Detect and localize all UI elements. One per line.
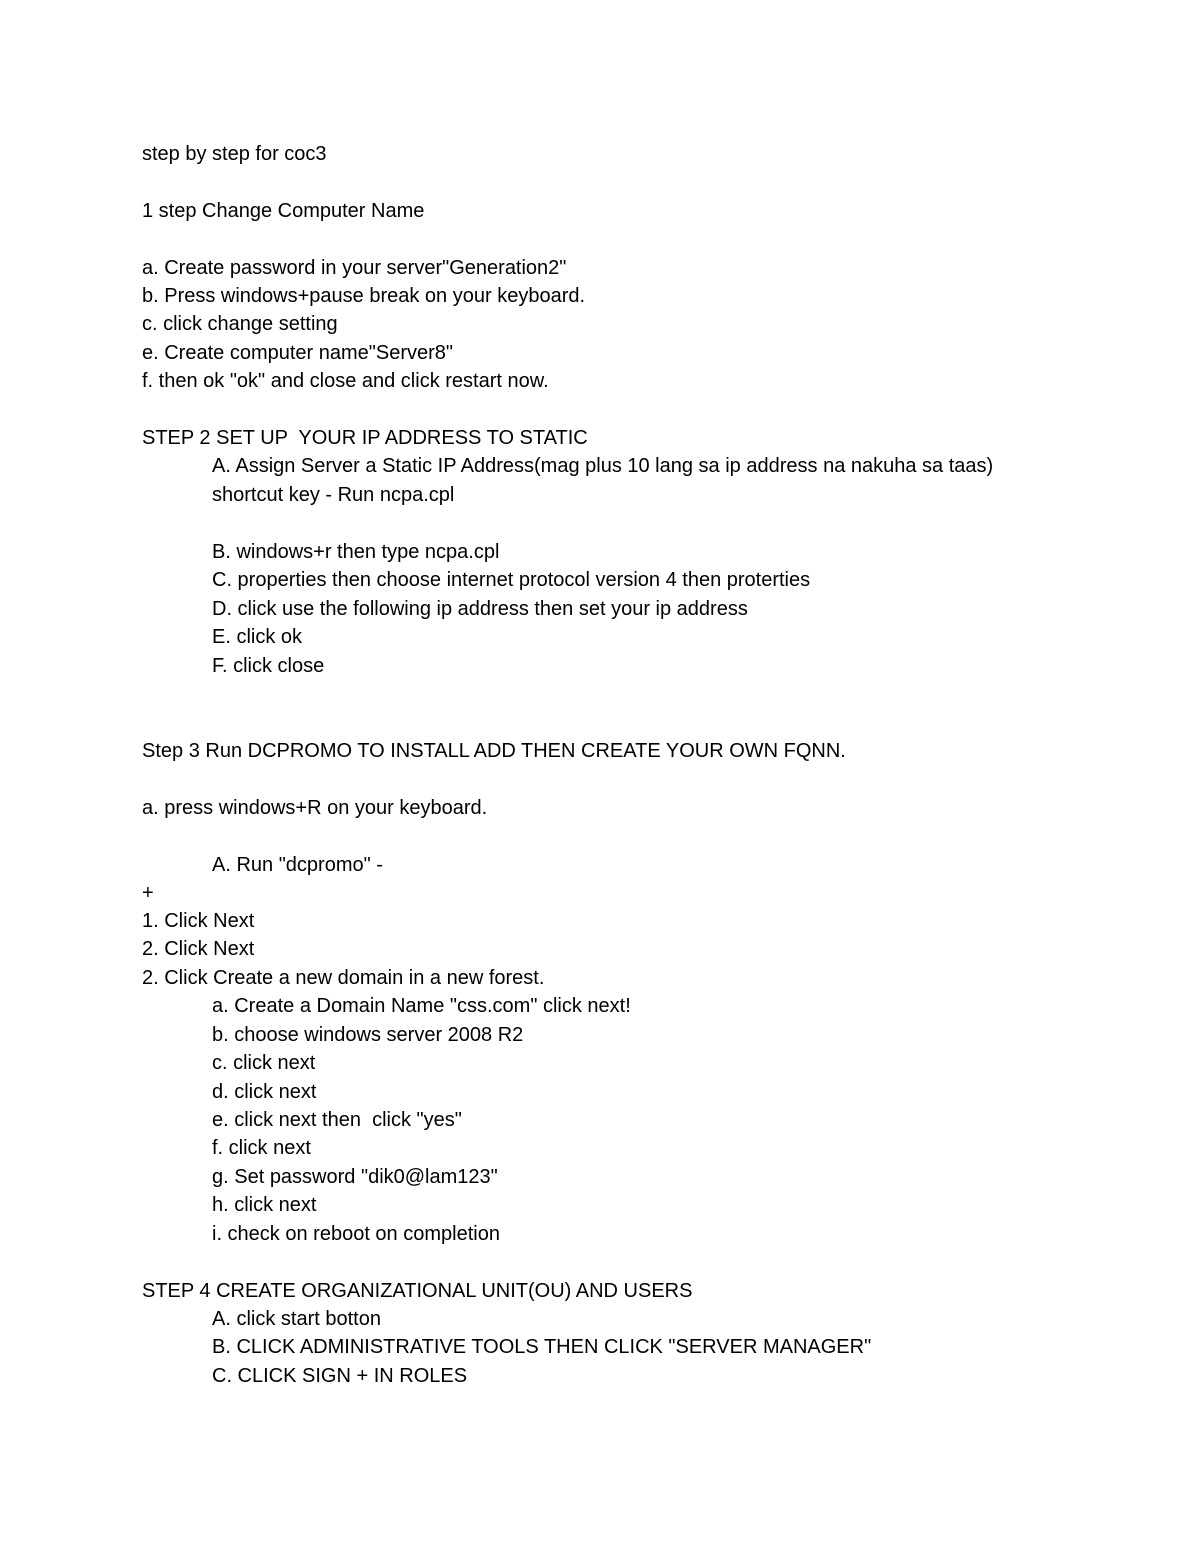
step3-subitem: g. Set password "dik0@lam123" bbox=[212, 1166, 498, 1188]
step3-subitem: d. click next bbox=[212, 1081, 317, 1103]
step3-numbered-item: 2. Click Next bbox=[142, 938, 255, 960]
step2-item: C. properties then choose internet protocol version 4 then proterties bbox=[212, 569, 811, 591]
step3-subitem: h. click next bbox=[212, 1194, 317, 1216]
step4-item: C. CLICK SIGN + IN ROLES bbox=[212, 1365, 468, 1387]
step3-numbered-item: 1. Click Next bbox=[142, 910, 255, 932]
step2-item: A. Assign Server a Static IP Address(mag plus 10 lang sa ip address na nakuha sa taas) bbox=[212, 455, 994, 477]
step1-item: b. Press windows+pause break on your keyboard. bbox=[142, 285, 586, 307]
step2-item: E. click ok bbox=[212, 626, 303, 648]
step3-press: a. press windows+R on your keyboard. bbox=[142, 797, 488, 819]
step3-subitem: i. check on reboot on completion bbox=[212, 1223, 500, 1245]
step1-item: a. Create password in your server"Generation2" bbox=[142, 257, 567, 279]
step2-item: B. windows+r then type ncpa.cpl bbox=[212, 541, 500, 563]
step3-subitem: f. click next bbox=[212, 1137, 311, 1159]
step3-subitem: a. Create a Domain Name "css.com" click next! bbox=[212, 995, 631, 1017]
step1-item: e. Create computer name"Server8" bbox=[142, 342, 454, 364]
step4-item: A. click start botton bbox=[212, 1308, 381, 1330]
step2-heading: STEP 2 SET UP YOUR IP ADDRESS TO STATIC bbox=[142, 427, 588, 449]
step3-heading: Step 3 Run DCPROMO TO INSTALL ADD THEN CREATE YOUR OWN FQNN. bbox=[142, 740, 846, 762]
step3-subitem: c. click next bbox=[212, 1052, 316, 1074]
step3-plus: + bbox=[142, 882, 154, 904]
step4-heading: STEP 4 CREATE ORGANIZATIONAL UNIT(OU) AND USERS bbox=[142, 1280, 693, 1302]
step3-numbered-item: 2. Click Create a new domain in a new forest. bbox=[142, 967, 545, 989]
step1-item: f. then ok "ok" and close and click restart now. bbox=[142, 370, 549, 392]
step3-subitem: e. click next then click "yes" bbox=[212, 1109, 462, 1131]
step2-item: D. click use the following ip address then set your ip address bbox=[212, 598, 748, 620]
step1-heading: 1 step Change Computer Name bbox=[142, 200, 425, 222]
step4-item: B. CLICK ADMINISTRATIVE TOOLS THEN CLICK "SERVER MANAGER" bbox=[212, 1336, 872, 1358]
step3-run: A. Run "dcpromo" - bbox=[212, 854, 383, 876]
step3-subitem: b. choose windows server 2008 R2 bbox=[212, 1024, 524, 1046]
step1-item: c. click change setting bbox=[142, 313, 338, 335]
document-title: step by step for coc3 bbox=[142, 143, 327, 165]
step2-shortcut: shortcut key - Run ncpa.cpl bbox=[212, 484, 455, 506]
step2-item: F. click close bbox=[212, 655, 325, 677]
